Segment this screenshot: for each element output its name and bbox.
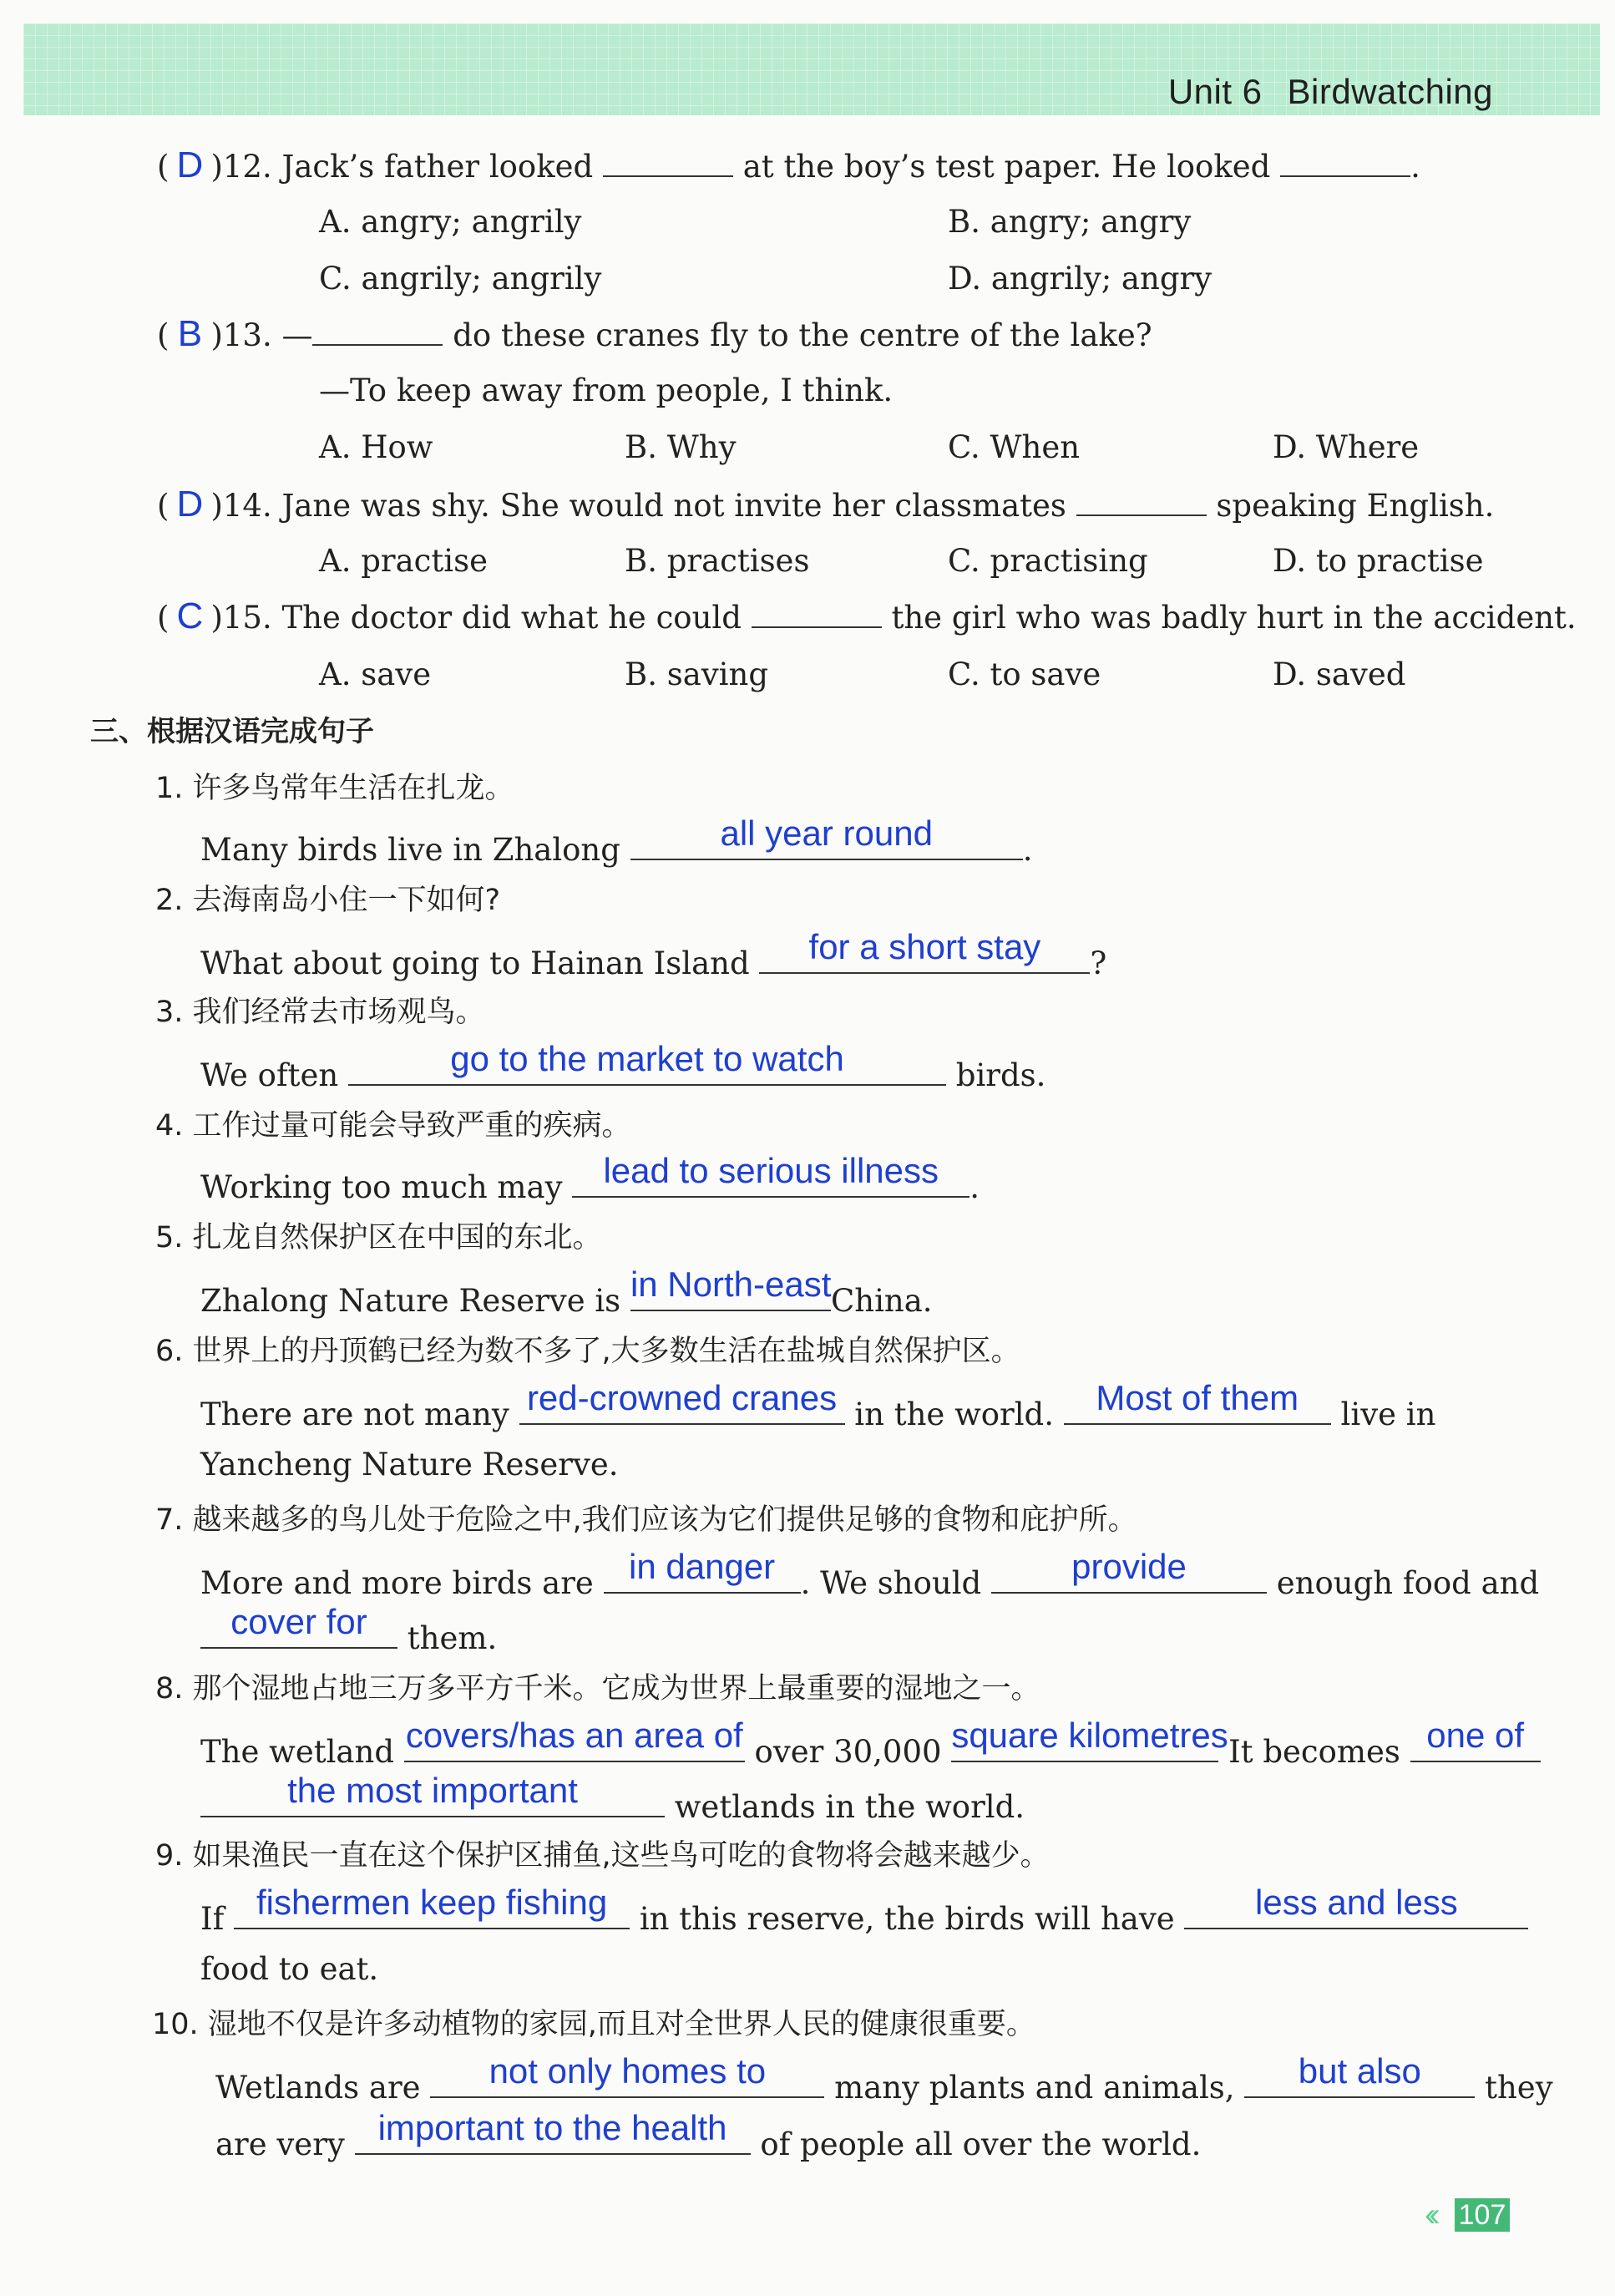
item-5-chinese: 5. 扎龙自然保护区在中国的东北。 <box>155 1221 602 1254</box>
answer-blank: in danger <box>604 1559 801 1594</box>
item-1-chinese: 1. 许多鸟常年生活在扎龙。 <box>155 772 514 805</box>
option: A. practise <box>319 543 488 579</box>
item-4-sentence: Working too much may lead to serious illness . <box>200 1151 980 1205</box>
item-9-continuation: food to eat. <box>200 1951 379 1987</box>
item-3-chinese: 3. 我们经常去市场观鸟。 <box>155 996 485 1029</box>
option: A. How <box>319 429 433 465</box>
answer-blank: one of <box>1410 1727 1541 1762</box>
option: D. angrily; angry <box>948 261 1213 297</box>
unit-title: Unit 6 Birdwatching <box>1167 72 1493 111</box>
item-1-sentence: Many birds live in Zhalong all year round . <box>200 813 1033 868</box>
answer-blank: cover for <box>200 1614 397 1649</box>
option: C. When <box>948 429 1081 465</box>
page-number: ‹‹ 107 <box>1425 2197 1511 2233</box>
blank <box>1076 489 1207 516</box>
option: B. practises <box>625 543 810 579</box>
option: B. Why <box>625 429 737 465</box>
chevron-left-icon: ‹‹ <box>1425 2197 1434 2233</box>
option: C. to save <box>948 656 1101 692</box>
question-13: ( B )13. — do these cranes fly to the centre of the lake? <box>157 313 1152 354</box>
answer-blank: less and less <box>1184 1894 1528 1929</box>
item-2-chinese: 2. 去海南岛小住一下如何? <box>155 884 501 917</box>
item-10-sentence: Wetlands are not only homes to many plants and animals, but also they <box>215 2051 1553 2106</box>
answer-13: B <box>177 313 203 354</box>
answer-blank: provide <box>991 1559 1267 1594</box>
answer-blank: Most of them <box>1064 1390 1331 1425</box>
item-4-chinese: 4. 工作过量可能会导致严重的疾病。 <box>155 1109 631 1143</box>
item-9-chinese: 9. 如果渔民一直在这个保护区捕鱼,这些鸟可吃的食物将会越来越少。 <box>155 1839 1050 1873</box>
answer-blank: not only homes to <box>430 2063 824 2098</box>
option: D. Where <box>1273 429 1420 465</box>
item-2-sentence: What about going to Hainan Island for a short stay ? <box>200 927 1107 981</box>
answer-blank: for a short stay <box>759 939 1090 974</box>
answer-14: D <box>176 484 204 525</box>
reply-13: —To keep away from people, I think. <box>319 373 894 408</box>
item-3-sentence: We often go to the market to watch birds. <box>200 1039 1046 1093</box>
option: D. saved <box>1273 656 1406 692</box>
answer-blank: lead to serious illness <box>572 1163 970 1198</box>
answer-blank: fishermen keep fishing <box>234 1894 630 1929</box>
item-7-continuation: cover for them. <box>200 1614 497 1657</box>
item-10-continuation: are very important to the health of people all over the world. <box>215 2108 1202 2162</box>
option: C. angrily; angrily <box>319 261 602 297</box>
blank <box>752 601 882 628</box>
option: A. save <box>319 656 432 692</box>
option: B. angry; angry <box>948 204 1192 240</box>
item-9-sentence: If fishermen keep fishing in this reserve, the birds will have less and less <box>200 1894 1528 1938</box>
item-10-chinese: 10. 湿地不仅是许多动植物的家园,而且对全世界人民的健康很重要。 <box>152 2008 1035 2041</box>
answer-blank: all year round <box>630 825 1023 860</box>
section-title: 三、根据汉语完成句子 <box>90 715 374 748</box>
item-8-chinese: 8. 那个湿地占地三万多平方千米。它成为世界上最重要的湿地之一。 <box>155 1672 1040 1706</box>
answer-blank: square kilometres <box>951 1727 1218 1762</box>
answer-blank: but also <box>1244 2063 1475 2098</box>
option: D. to practise <box>1273 543 1484 579</box>
item-5-sentence: Zhalong Nature Reserve is in North-east China. <box>200 1265 933 1319</box>
item-7-chinese: 7. 越来越多的鸟儿处于危险之中,我们应该为它们提供足够的食物和庇护所。 <box>155 1503 1137 1537</box>
item-6-chinese: 6. 世界上的丹顶鹤已经为数不多了,大多数生活在盐城自然保护区。 <box>155 1335 1020 1368</box>
item-8-sentence: The wetland covers/has an area of over 30,000 square kilometres It becomes one of <box>200 1727 1541 1771</box>
item-7-sentence: More and more birds are in danger . We should provide enough food and <box>200 1547 1540 1601</box>
question-12: ( D )12. Jack’s father looked at the boy’s test paper. He looked . <box>157 144 1420 185</box>
blank <box>603 150 733 177</box>
blank <box>1280 150 1410 177</box>
answer-blank: go to the market to watch <box>348 1051 946 1086</box>
option: B. saving <box>625 656 769 692</box>
question-15: ( C )15. The doctor did what he could the girl who was badly hurt in the accident. <box>157 596 1577 636</box>
option: C. practising <box>948 543 1148 579</box>
question-14: ( D )14. Jane was shy. She would not invite her classmates speaking English. <box>157 484 1495 525</box>
answer-blank: important to the health <box>355 2120 751 2155</box>
answer-blank: covers/has an area of <box>404 1727 745 1762</box>
blank <box>312 319 443 346</box>
answer-blank: red-crowned cranes <box>519 1390 845 1425</box>
answer-15: C <box>176 596 204 636</box>
item-6-continuation: Yancheng Nature Reserve. <box>200 1447 619 1483</box>
item-6-sentence: There are not many red-crowned cranes in the world. Most of them live in <box>200 1378 1436 1432</box>
item-8-continuation: the most important wetlands in the world. <box>200 1782 1025 1826</box>
answer-blank: the most important <box>200 1782 665 1817</box>
option: A. angry; angrily <box>319 204 582 240</box>
answer-blank: in North-east <box>630 1276 831 1311</box>
answer-12: D <box>176 144 204 185</box>
